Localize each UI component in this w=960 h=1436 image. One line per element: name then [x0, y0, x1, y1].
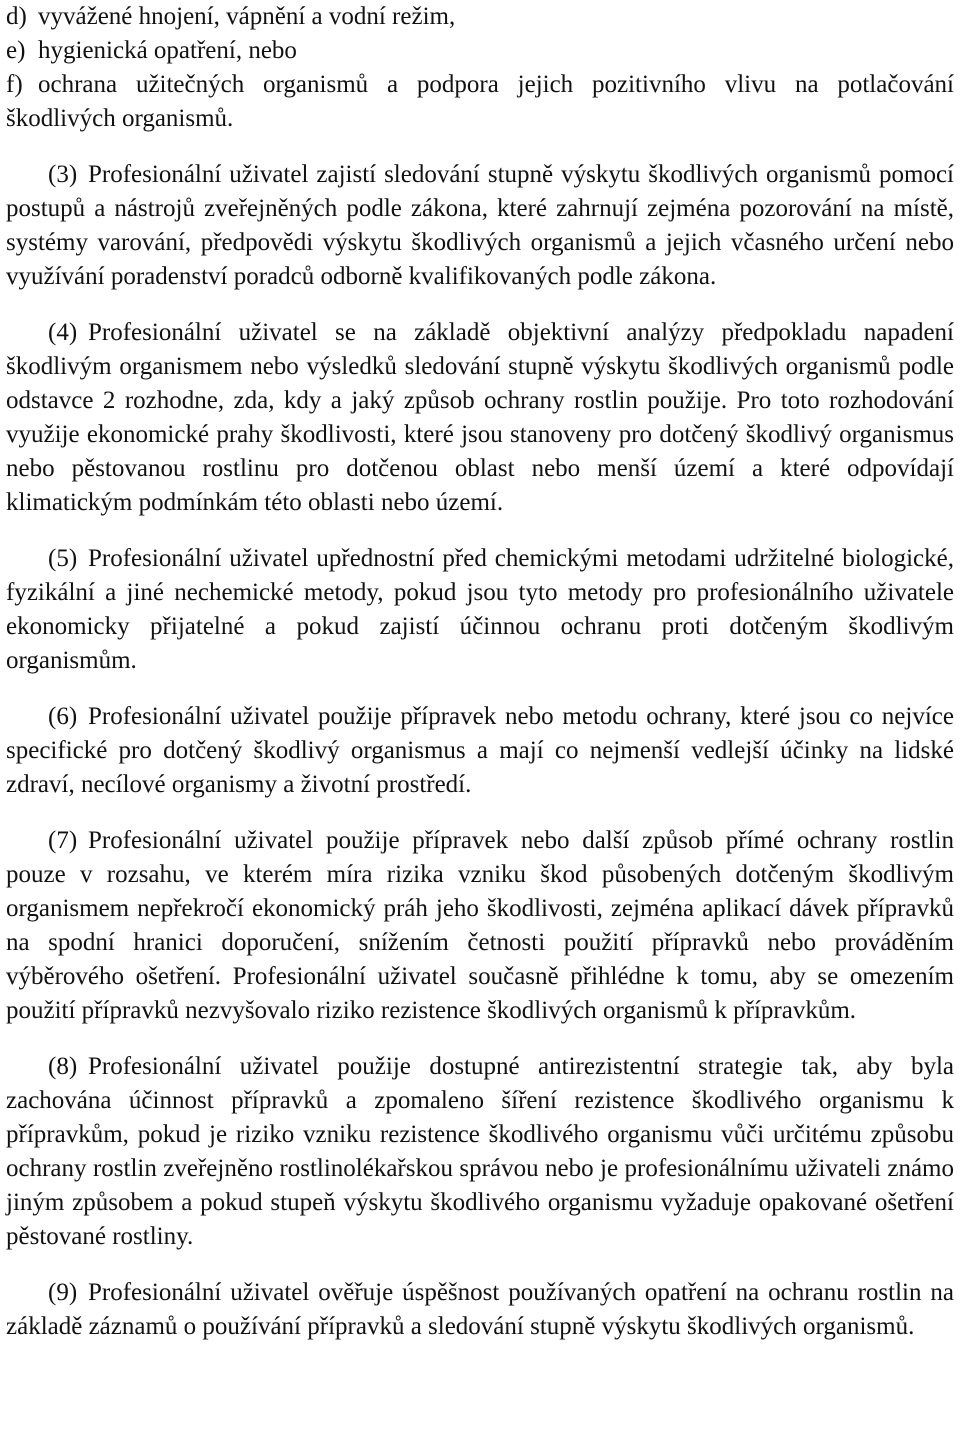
paragraph-8	[6, 1050, 954, 1254]
paragraph-5	[6, 542, 954, 678]
paragraph-text: Profesionální uživatel zajistí sledování stupně výskytu škodlivých organismů pomocí postupů a nástrojů zveřejněných podle zákona, které zahrnují zejména pozorování na místě, systémy varování, předpovědi výskytu škodlivých organismů a jejich včasného určení nebo využívání poradenství poradců odborně kvalifikovaných podle zákona.	[6, 161, 954, 290]
paragraph-text: Profesionální uživatel použije dostupné antirezistentní strategie tak, aby byla zachována účinnost přípravků a zpomaleno šíření rezistence škodlivého organismu k přípravkům, pokud je riziko vzniku rezistence škodlivého organismu vůči určitému způsobu ochrany rostlin zveřejněno rostlinolékařskou správou nebo je profesionálnímu uživateli známo jiným způsobem a pokud stupeň výskytu škodlivého organismu vyžaduje opakované ošetření pěstované rostliny.	[6, 1053, 954, 1250]
paragraph-text: Profesionální uživatel ověřuje úspěšnost používaných opatření na ochranu rostlin na základě záznamů o používání přípravků a sledování stupně výskytu škodlivých organismů.	[6, 1279, 954, 1340]
paragraph-text: Profesionální uživatel použije přípravek nebo další způsob přímé ochrany rostlin pouze v rozsahu, ve kterém míra rizika vzniku škod působených dotčeným škodlivým organismem nepřekročí ekonomický práh jeho škodlivosti, zejména aplikací dávek přípravků na spodní hranici doporučení, snížením četnosti použití přípravků nebo prováděním výběrového ošetření. Profesionální uživatel současně přihlédne k tomu, aby se omezením použití přípravků nezvyšovalo riziko rezistence škodlivých organismů k přípravkům.	[6, 827, 954, 1024]
list-item-marker: f)	[6, 71, 23, 98]
list-item-marker: e)	[6, 37, 26, 64]
paragraph-3	[6, 158, 954, 294]
paragraph-text: Profesionální uživatel se na základě objektivní analýzy předpokladu napadení škodlivým organismem nebo výsledků sledování stupně výskytu škodlivých organismů podle odstavce 2 rozhodne, zda, kdy a jaký způsob ochrany rostlin použije. Pro toto rozhodování využije ekonomické prahy škodlivosti, které jsou stanoveny pro dotčený škodlivý organismus nebo pěstovanou rostlinu pro dotčenou oblast nebo menší území a které odpovídají klimatickým podmínkám této oblasti nebo území.	[6, 319, 954, 516]
paragraph-number: (3)	[48, 161, 78, 188]
paragraph-number: (8)	[48, 1053, 78, 1080]
document-page	[6, 0, 954, 1344]
paragraph-number: (4)	[48, 319, 78, 346]
list-item-text: hygienická opatření, nebo	[38, 37, 297, 64]
measures-list	[6, 0, 954, 136]
paragraph-7	[6, 824, 954, 1028]
list-item-text: vyvážené hnojení, vápnění a vodní režim,	[38, 3, 456, 30]
list-item	[6, 0, 954, 34]
paragraph-number: (9)	[48, 1279, 78, 1306]
list-item-marker: d)	[6, 3, 27, 30]
list-item	[6, 68, 954, 136]
list-item-text: ochrana užitečných organismů a podpora jejich pozitivního vlivu na potlačování škodlivých organismů.	[6, 71, 954, 132]
paragraph-text: Profesionální uživatel použije přípravek nebo metodu ochrany, které jsou co nejvíce specifické pro dotčený škodlivý organismus a mají co nejmenší vedlejší účinky na lidské zdraví, necílové organismy a životní prostředí.	[6, 703, 954, 798]
paragraph-text: Profesionální uživatel upřednostní před chemickými metodami udržitelné biologické, fyzikální a jiné nechemické metody, pokud jsou tyto metody pro profesionálního uživatele ekonomicky přijatelné a pokud zajistí účinnou ochranu proti dotčeným škodlivým organismům.	[6, 545, 954, 674]
list-item	[6, 34, 954, 68]
paragraph-number: (7)	[48, 827, 78, 854]
paragraph-4	[6, 316, 954, 520]
paragraph-number: (5)	[48, 545, 78, 572]
paragraph-9	[6, 1276, 954, 1344]
paragraph-6	[6, 700, 954, 802]
paragraph-number: (6)	[48, 703, 78, 730]
